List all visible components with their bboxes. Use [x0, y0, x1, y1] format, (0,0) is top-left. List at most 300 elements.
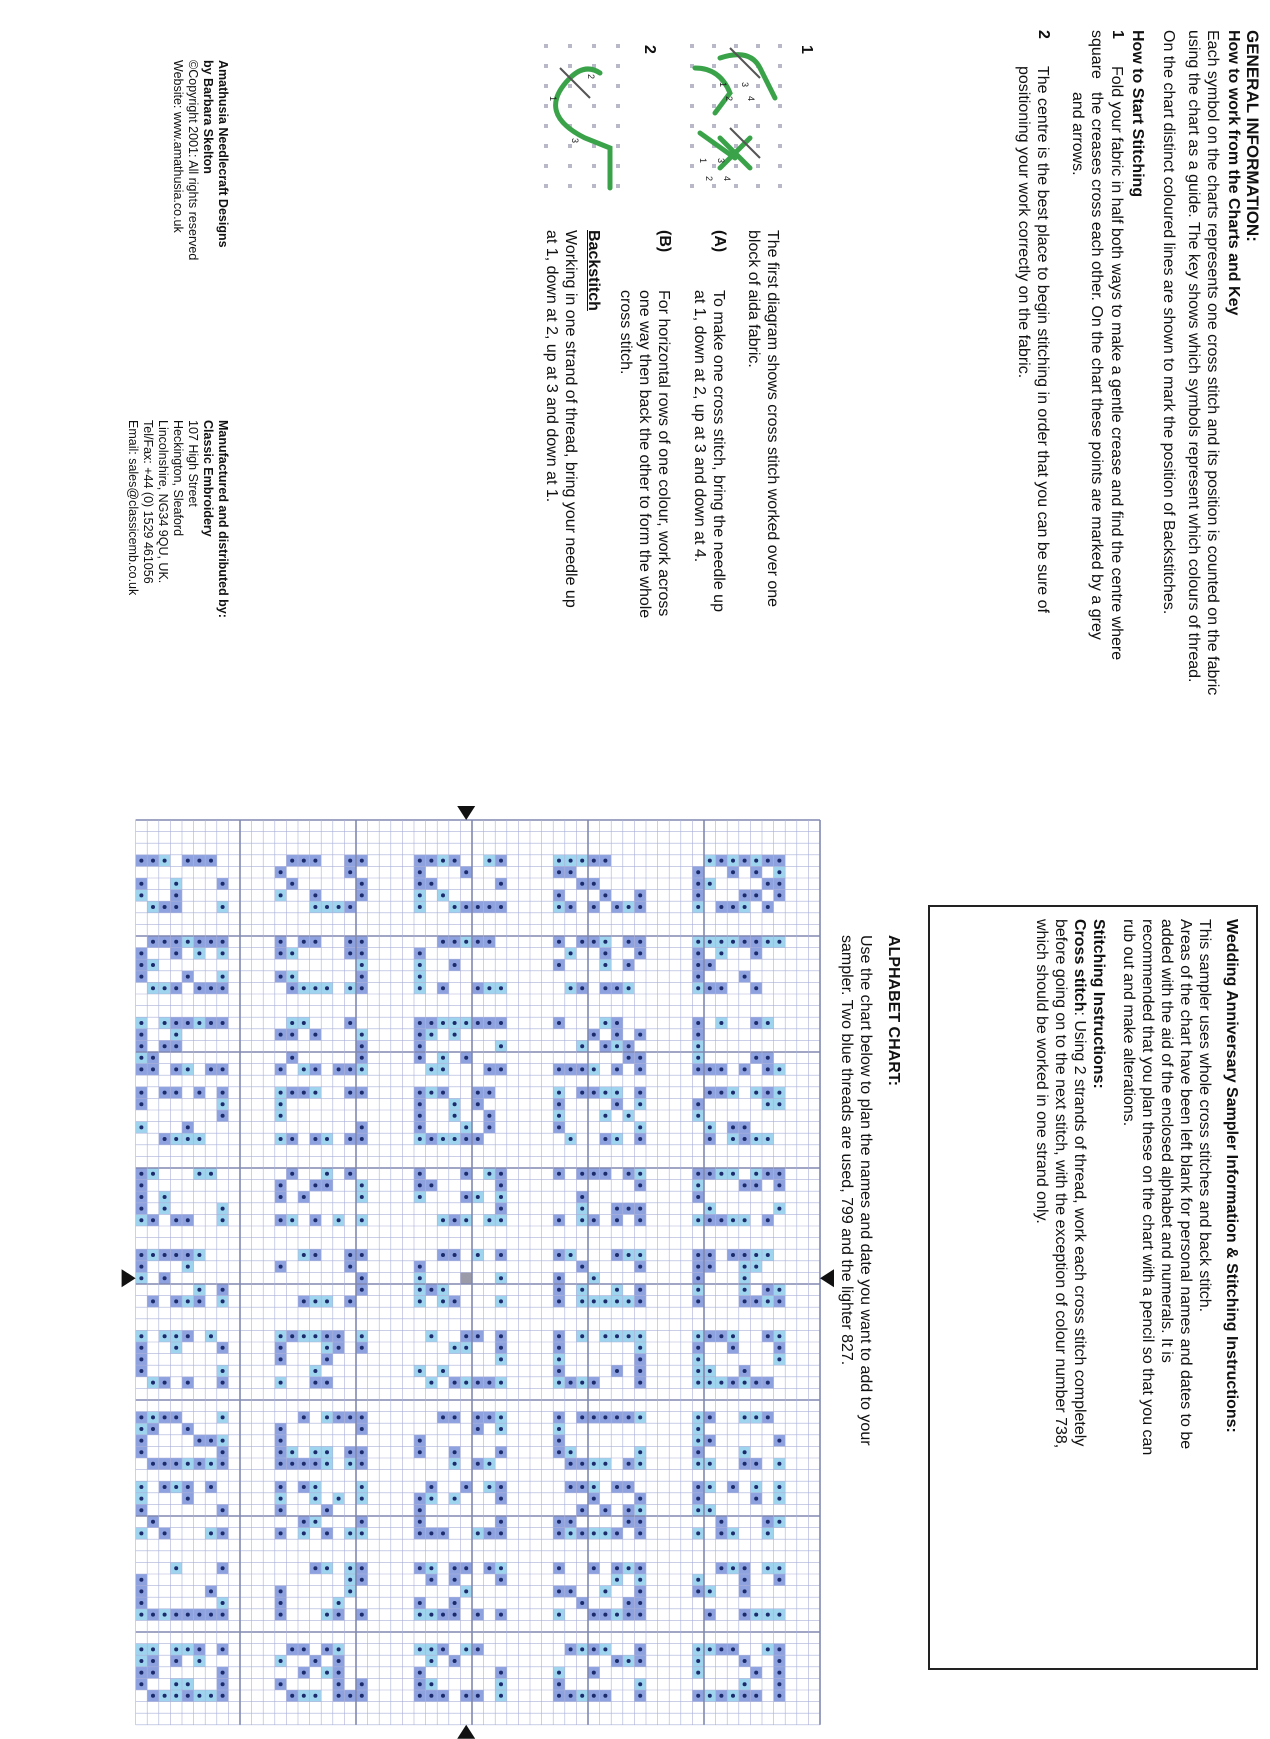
stitch-symbol [209, 1531, 213, 1535]
diagram-1-text-line-2: block of aida fabric. [745, 230, 762, 368]
stitch-symbol [499, 1566, 503, 1570]
stitch-symbol [348, 1566, 352, 1570]
stitch-symbol [139, 1601, 143, 1605]
stitch-symbol [627, 1299, 631, 1303]
stitch-symbol [139, 1334, 143, 1338]
stitch-symbol [476, 905, 480, 909]
stitch-symbol [777, 893, 781, 897]
stitch-symbol [453, 940, 457, 944]
stitch-symbol [592, 882, 596, 886]
stitch-symbol [719, 1172, 723, 1176]
stitch-symbol [696, 1102, 700, 1106]
stitch-symbol [360, 1462, 364, 1466]
stitch-symbol [348, 1137, 352, 1141]
stitch-symbol [313, 1566, 317, 1570]
stitch-symbol [754, 1091, 758, 1095]
stitch-symbol [696, 1357, 700, 1361]
stitch-symbol [348, 1450, 352, 1454]
stitch-symbol [638, 1125, 642, 1129]
stitch-symbol [429, 1137, 433, 1141]
stitch-symbol [476, 1253, 480, 1257]
stitch-symbol [708, 1462, 712, 1466]
stitch-symbol [754, 1415, 758, 1419]
stitch-symbol [754, 1056, 758, 1060]
stitch-number-a1: 1 [718, 82, 728, 88]
stitch-symbol [592, 1485, 596, 1489]
stitch-symbol [221, 1102, 225, 1106]
stitch-symbol [325, 986, 329, 990]
stitch-symbol [499, 1346, 503, 1350]
stitch-symbol [360, 963, 364, 967]
stitch-symbol [766, 1613, 770, 1617]
stitch-symbol [429, 1021, 433, 1025]
stitch-symbol [139, 951, 143, 955]
stitch-symbol [360, 1566, 364, 1570]
stitch-symbol [569, 905, 573, 909]
stitch-symbol [580, 1172, 584, 1176]
stitch-symbol [569, 1450, 573, 1454]
stitch-symbol [557, 1520, 561, 1524]
stitch-symbol [337, 1601, 341, 1605]
stitch-symbol [464, 1566, 468, 1570]
stitch-symbol [499, 1381, 503, 1385]
stitch-symbol [754, 1485, 758, 1489]
stitch-symbol [313, 986, 317, 990]
stitch-symbol [557, 1682, 561, 1686]
stitch-symbol [627, 1613, 631, 1617]
stitch-symbol [313, 1694, 317, 1698]
stitch-symbol [209, 986, 213, 990]
stitch-symbol [186, 975, 190, 979]
stitch-symbol [638, 1659, 642, 1663]
stitch-symbol [151, 1299, 155, 1303]
stitch-symbol [348, 905, 352, 909]
stitch-symbol [743, 1369, 747, 1373]
stitch-symbol [453, 963, 457, 967]
stitch-symbol [499, 882, 503, 886]
stitch-symbol [186, 1334, 190, 1338]
stitch-symbol [696, 951, 700, 955]
stitch-symbol [279, 1601, 283, 1605]
backstitch-line-1: Working in one strand of thread, bring your needle up [562, 230, 579, 608]
stitch-symbol [418, 1439, 422, 1443]
backstitch-thread [556, 69, 610, 188]
stitch-symbol [731, 1253, 735, 1257]
stitch-symbol [731, 1485, 735, 1489]
stitch-symbol [766, 1381, 770, 1385]
stitch-symbol [638, 1137, 642, 1141]
stitch-symbol [766, 1531, 770, 1535]
stitch-symbol [360, 951, 364, 955]
stitch-number-a4: 4 [746, 96, 756, 102]
stitch-symbol [499, 1183, 503, 1187]
stitch-number-a3: 3 [740, 82, 750, 88]
stitch-symbol [766, 1566, 770, 1570]
stitch-symbol [279, 1613, 283, 1617]
stitch-symbol [696, 1381, 700, 1385]
stitch-symbol [476, 1021, 480, 1025]
stitch-symbol [279, 1091, 283, 1095]
stitch-symbol [441, 1415, 445, 1419]
stitch-symbol [313, 1369, 317, 1373]
stitch-symbol [615, 1334, 619, 1338]
stitch-symbol [603, 1091, 607, 1095]
stitch-symbol [197, 951, 201, 955]
stitch-symbol [696, 1531, 700, 1535]
stitch-symbol [696, 1334, 700, 1338]
stitch-symbol [418, 951, 422, 955]
stitch-symbol [615, 1102, 619, 1106]
stitch-symbol [441, 940, 445, 944]
stitch-symbol [708, 1589, 712, 1593]
stitch-symbol [279, 893, 283, 897]
stitch-symbol [708, 1137, 712, 1141]
stitch-symbol [499, 1357, 503, 1361]
stitch-symbol [476, 1694, 480, 1698]
stitch-symbol [174, 1485, 178, 1489]
stitch-symbol [731, 1218, 735, 1222]
stitch-symbol [487, 1218, 491, 1222]
stitch-symbol [708, 1485, 712, 1489]
stitch-symbol [151, 963, 155, 967]
stitch-symbol [580, 1218, 584, 1222]
stitch-symbol [186, 1253, 190, 1257]
stitch-symbol [696, 1195, 700, 1199]
stitch-symbol [743, 1381, 747, 1385]
stitch-symbol [453, 1381, 457, 1385]
stitch-symbol [557, 1694, 561, 1698]
stitch-symbol [754, 1462, 758, 1466]
stitch-symbol [766, 1102, 770, 1106]
stitch-symbol [719, 1067, 723, 1071]
stitch-symbol [557, 1114, 561, 1118]
stitch-symbol [325, 1137, 329, 1141]
stitch-symbol [731, 940, 735, 944]
stitch-symbol [487, 1531, 491, 1535]
stitch-symbol [151, 1694, 155, 1698]
stitch-symbol [337, 1682, 341, 1686]
stitch-symbol [337, 1218, 341, 1222]
stitch-symbol [313, 859, 317, 863]
stitch-symbol [777, 882, 781, 886]
stitch-symbol [221, 986, 225, 990]
stitch-symbol [499, 1450, 503, 1454]
stitch-symbol [499, 905, 503, 909]
stitch-symbol [302, 1520, 306, 1524]
stitch-symbol [453, 1218, 457, 1222]
stitch-symbol [592, 859, 596, 863]
stitch-symbol [580, 882, 584, 886]
stitch-symbol [313, 940, 317, 944]
stitch-symbol [719, 1520, 723, 1524]
stitch-symbol [580, 1601, 584, 1605]
stitch-symbol [557, 1613, 561, 1617]
stitch-symbol [696, 1067, 700, 1071]
stitch-symbol [313, 1462, 317, 1466]
alphabet-line-2: sampler. Two blue threads are used, 799 and the lighter 827. [838, 935, 855, 1366]
stitch-symbol [429, 1682, 433, 1686]
stitch-symbol [221, 1346, 225, 1350]
stitch-symbol [696, 963, 700, 967]
stitch-symbol [754, 1172, 758, 1176]
stitch-symbol [360, 1613, 364, 1617]
stitch-symbol [151, 905, 155, 909]
stitch-symbol [754, 951, 758, 955]
stitch-symbol [348, 1415, 352, 1419]
stitch-symbol [777, 1357, 781, 1361]
centre-arrow-icon [457, 806, 475, 820]
stitch-symbol [418, 1694, 422, 1698]
sampler-p1-line-3: added with the aid of the enclosed alphabet and numerals. It is [1158, 919, 1175, 1363]
step-2-line-2: positioning your work correctly on the fabric. [1015, 66, 1032, 379]
stitch-symbol [221, 1682, 225, 1686]
stitch-symbol [418, 1183, 422, 1187]
stitch-symbol [418, 1613, 422, 1617]
stitch-symbol [163, 1462, 167, 1466]
stitch-symbol [638, 1218, 642, 1222]
stitch-symbol [777, 1172, 781, 1176]
stitch-symbol [777, 1462, 781, 1466]
stitch-symbol [696, 1450, 700, 1454]
stitch-symbol [174, 1033, 178, 1037]
stitch-symbol [279, 1033, 283, 1037]
stitch-symbol [221, 1508, 225, 1512]
b-line-1: For horizontal rows of one colour, work across [655, 290, 672, 617]
stitch-symbol [592, 1531, 596, 1535]
stitch-symbol [163, 1694, 167, 1698]
stitch-symbol [754, 1381, 758, 1385]
stitch-symbol [696, 1056, 700, 1060]
stitch-symbol [638, 905, 642, 909]
stitch-symbol [743, 1265, 747, 1269]
stitch-symbol [476, 1415, 480, 1419]
stitch-symbol [139, 1172, 143, 1176]
stitch-symbol [638, 1520, 642, 1524]
stitch-symbol [696, 986, 700, 990]
stitch-symbol [163, 1253, 167, 1257]
stitch-symbol [163, 905, 167, 909]
stitch-symbol [360, 1520, 364, 1524]
stitch-symbol [429, 1659, 433, 1663]
stitch-symbol [360, 1497, 364, 1501]
stitch-symbol [708, 1508, 712, 1512]
stitch-symbol [638, 1334, 642, 1338]
stitch-symbol [603, 1137, 607, 1141]
stitch-symbol [592, 1033, 596, 1037]
stitch-symbol [487, 1415, 491, 1419]
stitch-symbol [290, 986, 294, 990]
stitch-symbol [313, 1033, 317, 1037]
stitch-symbol [777, 1694, 781, 1698]
stitch-symbol [580, 1508, 584, 1512]
sampler-p1-line-4: recommended that you plan these on the chart with a pencil so that you can [1139, 919, 1156, 1456]
stitch-symbol [569, 1589, 573, 1593]
stitch-symbol [163, 1613, 167, 1617]
stitch-symbol [441, 1531, 445, 1535]
stitch-symbol [580, 1288, 584, 1292]
stitch-symbol [580, 1195, 584, 1199]
stitch-symbol [777, 1299, 781, 1303]
stitch-symbol [279, 1218, 283, 1222]
stitch-symbol [429, 1497, 433, 1501]
stitch-symbol [592, 1415, 596, 1419]
stitch-symbol [453, 1114, 457, 1118]
stitch-symbol [499, 1276, 503, 1280]
stitch-symbol [209, 1694, 213, 1698]
stitch-symbol [638, 1067, 642, 1071]
stitch-symbol [592, 940, 596, 944]
stitch-symbol [418, 1021, 422, 1025]
stitch-symbol [325, 1508, 329, 1512]
stitch-symbol [139, 1671, 143, 1675]
stitch-symbol [209, 859, 213, 863]
stitch-symbol [743, 1462, 747, 1466]
stitch-symbol [557, 1427, 561, 1431]
email-line: Email: sales@classicemb.co.uk [126, 420, 140, 596]
stitch-symbol [476, 1531, 480, 1535]
stitch-symbol [499, 1195, 503, 1199]
stitch-symbol [557, 1334, 561, 1338]
stitch-symbol [499, 1253, 503, 1257]
stitch-symbol [499, 1578, 503, 1582]
stitch-symbol [615, 1091, 619, 1095]
stitch-symbol [638, 1589, 642, 1593]
stitch-symbol [476, 940, 480, 944]
stitch-symbol [569, 1531, 573, 1535]
stitch-symbol [766, 1288, 770, 1292]
stitch-symbol [696, 940, 700, 944]
stitch-symbol [615, 1369, 619, 1373]
stitch-symbol [708, 1334, 712, 1338]
stitch-symbol [279, 1265, 283, 1269]
stitch-symbol [766, 940, 770, 944]
stitch-symbol [569, 1694, 573, 1698]
stitch-symbol [638, 1102, 642, 1106]
centre-grey-square [460, 1272, 472, 1284]
stitch-symbol [696, 1265, 700, 1269]
stitch-symbol [708, 1647, 712, 1651]
stitch-symbol [418, 1531, 422, 1535]
stitch-symbol [325, 1334, 329, 1338]
stitch-symbol [151, 1520, 155, 1524]
stitch-symbol [557, 1218, 561, 1222]
stitch-symbol [557, 1450, 561, 1454]
stitch-symbol [360, 975, 364, 979]
stitch-symbol [743, 940, 747, 944]
stitch-symbol [174, 1334, 178, 1338]
stitch-symbol [708, 1439, 712, 1443]
stitch-symbol [638, 1462, 642, 1466]
stitch-symbol [638, 1265, 642, 1269]
stitch-symbol [743, 1613, 747, 1617]
stitch-number-b1: 1 [698, 158, 708, 164]
stitch-symbol [603, 1172, 607, 1176]
stitch-symbol [743, 1659, 747, 1663]
stitch-symbol [174, 1682, 178, 1686]
stitch-symbol [731, 1694, 735, 1698]
stitch-symbol [139, 1056, 143, 1060]
stitch-symbol [580, 1334, 584, 1338]
stitch-symbol [592, 1381, 596, 1385]
stitch-symbol [197, 1613, 201, 1617]
stitch-symbol [418, 1114, 422, 1118]
stitch-symbol [221, 1091, 225, 1095]
stitch-symbol [487, 1125, 491, 1129]
stitch-symbol [174, 905, 178, 909]
stitch-symbol [696, 1346, 700, 1350]
stitch-symbol [615, 1659, 619, 1663]
stitch-symbol [139, 882, 143, 886]
stitch-symbol [580, 940, 584, 944]
stitch-symbol [708, 1207, 712, 1211]
stitch-symbol [476, 1091, 480, 1095]
stitch-symbol [777, 1613, 781, 1617]
stitch-symbol [569, 870, 573, 874]
stitch-symbol [290, 1056, 294, 1060]
stitch-symbol [325, 1450, 329, 1454]
stitch-symbol [151, 1056, 155, 1060]
stitch-symbol [360, 882, 364, 886]
stitch-symbol [708, 1067, 712, 1071]
stitch-symbol [499, 986, 503, 990]
stitch-symbol [290, 1033, 294, 1037]
stitch-symbol [777, 1346, 781, 1350]
stitch-symbol [719, 1566, 723, 1570]
stitch-symbol [557, 1589, 561, 1593]
key-paragraph-line-1: Each symbol on the charts represents one cross stitch and its position is counted on the fabric [1204, 30, 1221, 696]
step-1-number: 1 [1109, 30, 1126, 39]
stitch-symbol [418, 1671, 422, 1675]
stitch-symbol [615, 1044, 619, 1048]
stitch-symbol [627, 1207, 631, 1211]
stitch-symbol [603, 951, 607, 955]
stitch-symbol [754, 1021, 758, 1025]
stitch-symbol [279, 1334, 283, 1338]
stitch-symbol [221, 951, 225, 955]
backstitch-number-1: 1 [548, 96, 558, 102]
stitch-symbol [777, 1659, 781, 1663]
stitch-symbol [777, 1520, 781, 1524]
stitch-symbol [139, 1485, 143, 1489]
stitch-symbol [418, 1091, 422, 1095]
stitch-symbol [754, 1613, 758, 1617]
stitch-symbol [777, 1497, 781, 1501]
stitch-symbol [139, 1613, 143, 1617]
stitch-symbol [360, 1067, 364, 1071]
stitch-symbol [139, 1033, 143, 1037]
stitch-symbol [743, 1578, 747, 1582]
stitch-symbol [429, 1334, 433, 1338]
stitch-symbol [209, 1462, 213, 1466]
b-line-3: cross stitch. [617, 290, 634, 375]
stitch-symbol [209, 940, 213, 944]
stitch-symbol [743, 1288, 747, 1292]
stitch-symbol [708, 1172, 712, 1176]
stitch-symbol [638, 1172, 642, 1176]
stitch-symbol [708, 1218, 712, 1222]
stitch-symbol [627, 1415, 631, 1419]
stitch-symbol [174, 1021, 178, 1025]
stitch-symbol [766, 1056, 770, 1060]
stitch-symbol [139, 1647, 143, 1651]
stitch-symbol [603, 986, 607, 990]
stitch-symbol [766, 1218, 770, 1222]
stitch-symbol [418, 975, 422, 979]
stitch-symbol [615, 1067, 619, 1071]
stitch-symbol [418, 963, 422, 967]
stitch-symbol [696, 882, 700, 886]
green-thread [695, 55, 775, 168]
